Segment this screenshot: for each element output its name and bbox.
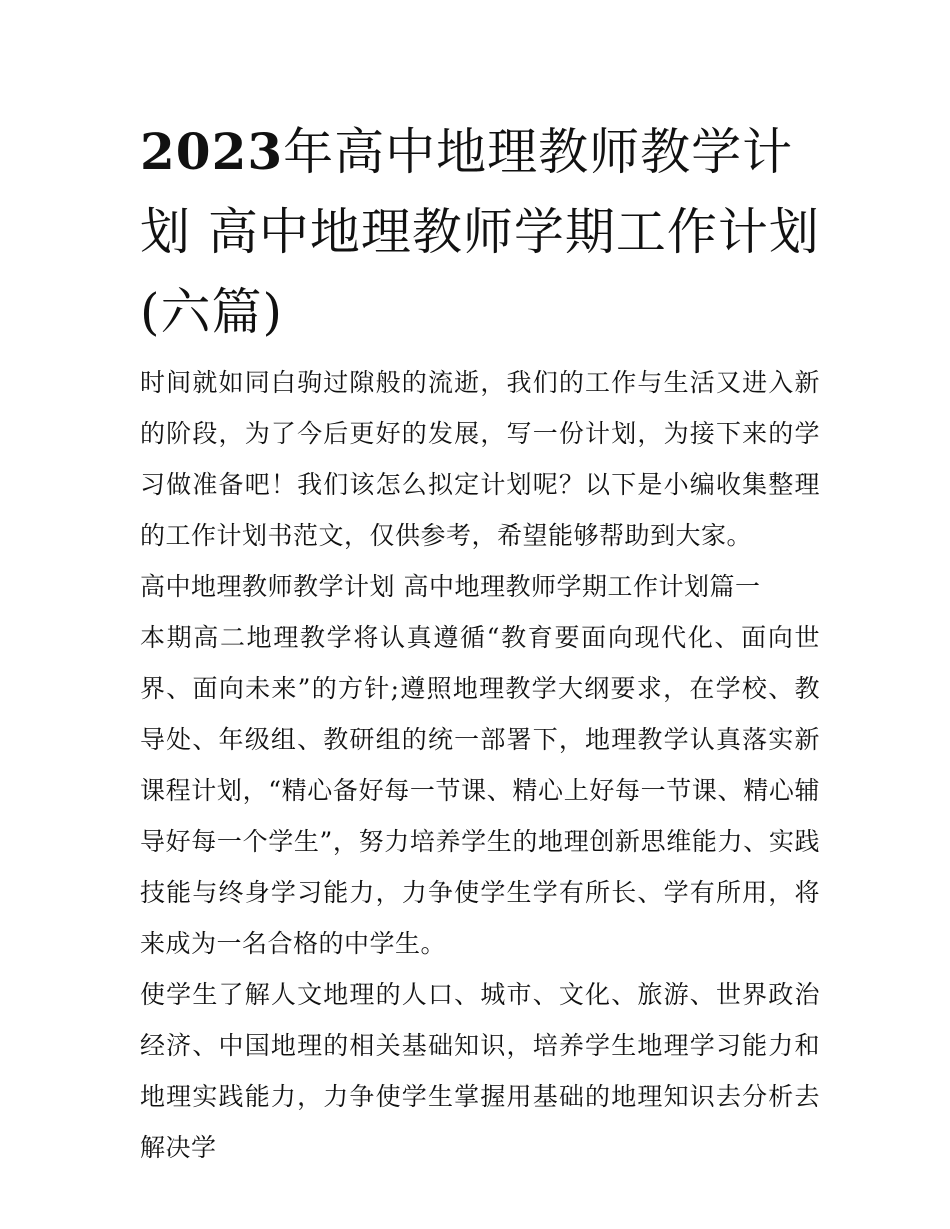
body-paragraph-1: 本期高二地理教学将认真遵循“教育要面向现代化、面向世界、面向未来”的方针;遵照地理教学大纲要求，在学校、教导处、年级组、教研组的统一部署下，地理教学认真落实新课程计划，“精心备好每一节课、精心上好每一节课、精心辅导好每一个学生”，努力培养学生的地理创新思维能力、实践技能与终身学习能力，力争使学生学有所长、学有所用，将来成为一名合格的中学生。 [140,623,820,958]
document-title [140,112,820,352]
title-text: 年高中地理教师教学计划 高中地理教师学期工作计划(六篇) [140,123,820,341]
title-year: 2023 [140,122,284,181]
body-paragraph-2: 使学生了解人文地理的人口、城市、文化、旅游、世界政治经济、中国地理的相关基础知识，培养学生地理学习能力和地理实践能力，力争使学生掌握用基础的地理知识去分析去解决学 [140,980,820,1162]
section-heading: 高中地理教师教学计划 高中地理教师学期工作计划篇一 [140,572,761,601]
intro-paragraph: 时间就如同白驹过隙般的流逝，我们的工作与生活又进入新的阶段，为了今后更好的发展，写一份计划，为接下来的学习做准备吧！我们该怎么拟定计划呢？以下是小编收集整理的工作计划书范文，仅供参考，希望能够帮助到大家。 [140,368,820,550]
